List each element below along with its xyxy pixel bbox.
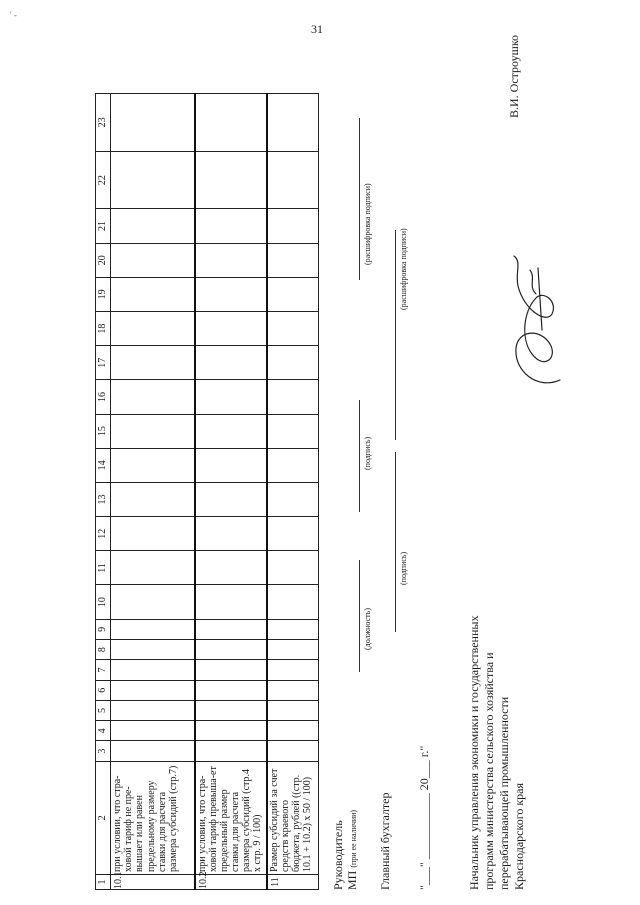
column-header: 5 xyxy=(96,700,111,720)
mp-note: (при ее наличии) xyxy=(349,809,358,868)
column-header: 9 xyxy=(96,619,111,639)
row-label: при условии, что стра-ховой тариф превыша-ет предельный размер ставки для расчета размера субсидий (стр.4 х стр. 9 / 100) xyxy=(195,761,267,874)
table-row xyxy=(111,36,195,890)
column-header: 11 xyxy=(96,551,111,585)
official-name: В.И. Остроушко xyxy=(507,34,521,118)
handwritten-signature xyxy=(500,250,572,390)
column-header: 14 xyxy=(96,448,111,482)
accountant-signature-line xyxy=(395,452,396,632)
date-line: "___" ___________ 20___ г." xyxy=(417,745,431,890)
table-header-row xyxy=(96,36,111,890)
accountant-label: Главный бухгалтер xyxy=(378,792,392,890)
mp-text: МП xyxy=(345,870,359,890)
footer-line: Краснодарского края xyxy=(512,782,526,890)
column-header: 1 xyxy=(96,875,111,890)
row-number: 11 xyxy=(267,875,319,890)
decoding-caption: (расшифровка подписи) xyxy=(363,183,372,265)
column-header: 4 xyxy=(96,721,111,741)
column-header: 12 xyxy=(96,517,111,551)
signature-caption: (подпись) xyxy=(363,436,372,470)
row-label: Размер субсидий за счет средств краевого бюджета, рублей ((стр. 10.1 + 10.2) x 50 / 100) xyxy=(267,761,319,874)
mp-label xyxy=(345,810,360,890)
footer-line: программ министерства сельского хозяйства и xyxy=(482,652,496,890)
column-header: 7 xyxy=(96,660,111,680)
column-header: 2 xyxy=(96,761,111,874)
position-caption: (должность) xyxy=(363,608,372,650)
head-label: Руководитель xyxy=(331,820,345,890)
column-header: 21 xyxy=(96,209,111,243)
footer-line: перерабатывающей промышленности xyxy=(497,696,511,890)
subsidy-table xyxy=(95,35,319,890)
column-header: 8 xyxy=(96,639,111,659)
decoding-line xyxy=(359,118,360,280)
row-number: 10.2 xyxy=(195,875,267,890)
page-number: 31 xyxy=(311,22,323,36)
position-line xyxy=(359,560,360,672)
column-header: 22 xyxy=(96,151,111,209)
column-header: 16 xyxy=(96,380,111,414)
column-header: 17 xyxy=(96,346,111,380)
row-number: 10.1 xyxy=(111,875,195,890)
footer-line: Начальник управления экономики и государственных xyxy=(467,615,481,890)
signature-line xyxy=(359,400,360,512)
accountant-decoding-line xyxy=(395,230,396,440)
row-label: при условии, что стра-ховой тариф не пре-вышает или равен предельному размеру ставки для расчета размера субсидий (стр.7) xyxy=(111,761,195,874)
column-header: 18 xyxy=(96,312,111,346)
scan-speck: ' - xyxy=(10,10,17,20)
rotated-sheet xyxy=(95,35,615,890)
column-header: 10 xyxy=(96,585,111,619)
column-header: 19 xyxy=(96,277,111,311)
column-header: 3 xyxy=(96,741,111,761)
column-header: 23 xyxy=(96,94,111,152)
table-row xyxy=(195,36,267,890)
accountant-signature-caption: (подпись) xyxy=(399,551,408,585)
column-header: 6 xyxy=(96,680,111,700)
column-header: 20 xyxy=(96,243,111,277)
table-row xyxy=(267,36,319,890)
accountant-decoding-caption: (расшифровка подписи) xyxy=(399,228,408,310)
column-header: 15 xyxy=(96,414,111,448)
column-header: 13 xyxy=(96,482,111,516)
